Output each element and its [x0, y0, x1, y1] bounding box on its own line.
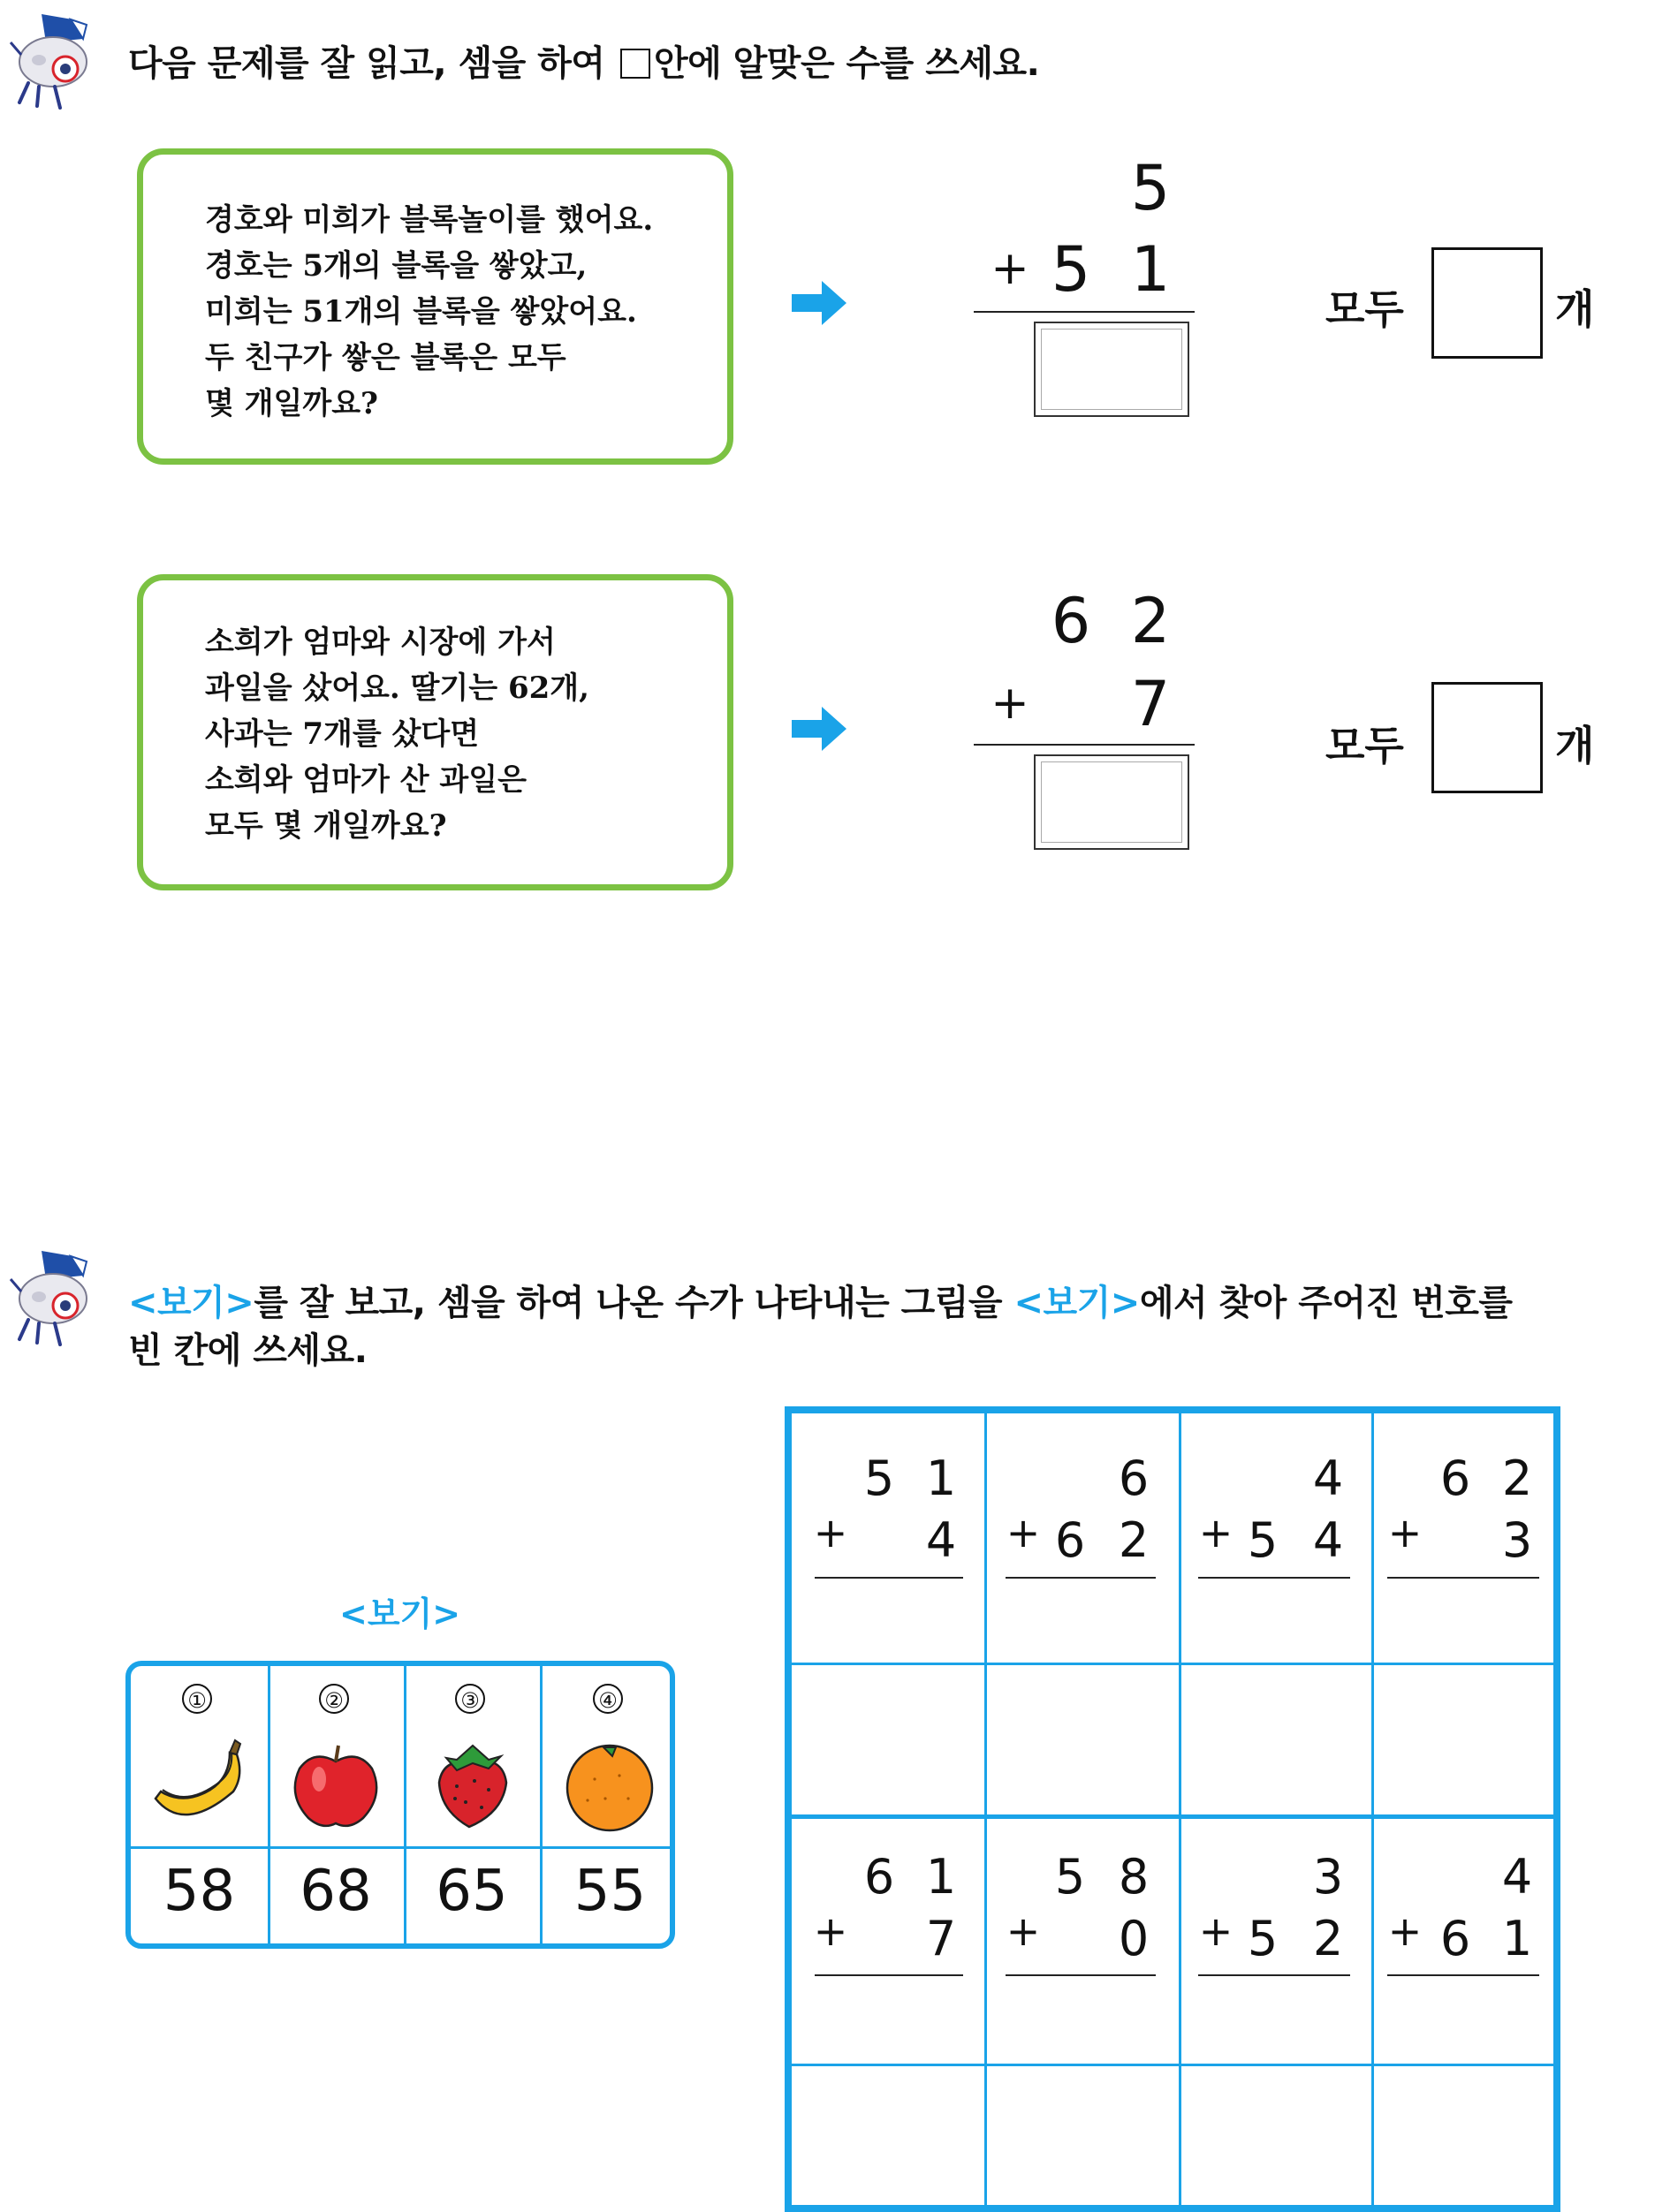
top-digit: 6	[863, 1849, 895, 1905]
total-answer-box[interactable]	[1431, 682, 1543, 793]
top-digit: 5	[863, 1451, 895, 1506]
blank-box-symbol	[620, 49, 650, 79]
top-digit: 4	[1501, 1849, 1533, 1905]
plus-sign: +	[1198, 1907, 1234, 1955]
word-problem-text	[205, 197, 653, 427]
instruction-2	[128, 1279, 1513, 1375]
instruction-2-part2: 에서 찾아 주어진 번호를	[1139, 1283, 1513, 1323]
answer-cell[interactable]	[1374, 1665, 1553, 1814]
plus-sign: +	[1387, 1907, 1423, 1955]
plus-sign: +	[1006, 1509, 1041, 1557]
example-item	[404, 1666, 543, 1943]
instruction-2-line-1	[128, 1279, 1513, 1327]
unit-label: 개	[1555, 722, 1595, 769]
problem-line: 몇 개일까요?	[205, 386, 378, 421]
bottom-digit: 1	[1130, 233, 1171, 306]
sum-line	[974, 311, 1195, 313]
example-item	[540, 1666, 675, 1943]
answer-cell[interactable]	[1181, 1665, 1371, 1814]
item-value: 65	[436, 1859, 508, 1924]
bottom-digit: 5	[1051, 233, 1091, 306]
top-digit: 1	[925, 1451, 957, 1506]
instruction-1-text-end: 안에 알맞은 수를 쓰세요.	[653, 43, 1040, 84]
grid-problem	[1179, 1413, 1371, 1663]
top-digit: 2	[1130, 585, 1171, 657]
top-digit: 6	[1051, 585, 1091, 657]
grid-problem	[1371, 1413, 1553, 1663]
example-title: <보기>	[339, 1595, 461, 1633]
sum-line	[815, 1577, 963, 1579]
total-label: 모두	[1325, 722, 1404, 769]
problem-line: 미희는 51개의 블록을 쌓았어요.	[205, 294, 637, 330]
plus-sign: +	[1387, 1509, 1423, 1557]
sum-line	[1006, 1577, 1156, 1579]
bottom-digit: 7	[925, 1911, 957, 1966]
instruction-2-part1: 를 잘 보고, 셈을 하여 나온 수가 나타내는 그림을	[254, 1283, 1003, 1323]
bottom-digit: 5	[1247, 1512, 1279, 1568]
answer-box[interactable]	[1034, 322, 1189, 417]
bottom-digit: 7	[1130, 668, 1171, 740]
top-digit: 8	[1118, 1849, 1150, 1905]
plus-sign: +	[1006, 1907, 1041, 1955]
strawberry-icon	[430, 1737, 515, 1834]
item-number: ①	[182, 1684, 212, 1714]
answer-cell[interactable]	[1181, 2066, 1371, 2205]
grid-problem	[1371, 1819, 1553, 2064]
bottom-digit: 4	[1312, 1512, 1344, 1568]
sum-line	[974, 744, 1195, 746]
plus-sign: +	[813, 1907, 848, 1955]
answer-grid	[785, 1406, 1560, 2212]
answer-cell[interactable]	[792, 1665, 984, 1814]
top-digit: 1	[925, 1849, 957, 1905]
grid-problem	[984, 1413, 1179, 1663]
answer-cell[interactable]	[792, 2066, 984, 2205]
arrow-right-icon	[792, 707, 846, 751]
answer-box[interactable]	[1034, 754, 1189, 850]
top-digit: 2	[1501, 1451, 1533, 1506]
bottom-digit: 1	[1501, 1911, 1533, 1966]
bottom-digit: 3	[1501, 1512, 1533, 1568]
sum-line	[1387, 1577, 1539, 1579]
top-digit: 6	[1439, 1451, 1471, 1506]
item-number: ②	[319, 1684, 349, 1714]
answer-cell[interactable]	[1374, 2066, 1553, 2205]
bottom-digit: 4	[925, 1512, 957, 1568]
bottom-digit: 0	[1118, 1911, 1150, 1966]
word-problem-box	[137, 148, 733, 465]
word-problem-box	[137, 574, 733, 890]
top-digit: 4	[1312, 1451, 1344, 1506]
item-value: 58	[163, 1859, 236, 1924]
unit-label: 개	[1555, 285, 1595, 333]
bottom-digit: 6	[1439, 1911, 1471, 1966]
problem-line: 경호는 5개의 블록을 쌓았고,	[205, 248, 588, 284]
example-item	[268, 1666, 406, 1943]
plus-sign: +	[1198, 1509, 1234, 1557]
instruction-2-line-2: 빈 칸에 쓰세요.	[128, 1330, 368, 1371]
grid-problem	[1179, 1819, 1371, 2064]
instruction-1	[128, 35, 1039, 86]
grid-problem	[792, 1413, 984, 1663]
problem-line: 사과는 7개를 샀다면	[205, 716, 480, 752]
arrow-right-icon	[792, 281, 846, 325]
bottom-digit: 5	[1247, 1911, 1279, 1966]
grid-problem	[792, 1819, 984, 2064]
top-digit: 5	[1054, 1849, 1086, 1905]
plus-sign: +	[813, 1509, 848, 1557]
item-number: ③	[455, 1684, 485, 1714]
item-number: ④	[593, 1684, 623, 1714]
sum-line	[815, 1974, 963, 1976]
instruction-1-text: 다음 문제를 잘 읽고, 셈을 하여	[128, 43, 605, 84]
problem-line: 경호와 미희가 블록놀이를 했어요.	[205, 202, 654, 238]
top-digit: 5	[1130, 152, 1171, 224]
sum-line	[1198, 1974, 1350, 1976]
grid-problem	[984, 1819, 1179, 2064]
orange-icon	[561, 1737, 658, 1834]
total-label: 모두	[1325, 285, 1404, 333]
mascot-icon	[2, 7, 99, 113]
sum-line	[1387, 1974, 1539, 1976]
example-tag: <보기>	[128, 1283, 254, 1323]
example-item	[131, 1666, 270, 1943]
problem-line: 소희와 엄마가 산 과일은	[205, 762, 527, 798]
problem-line: 모두 몇 개일까요?	[205, 808, 447, 844]
answer-cell[interactable]	[987, 1665, 1179, 1814]
problem-line: 소희가 엄마와 시장에 가서	[205, 625, 556, 660]
example-tag: <보기>	[1013, 1283, 1140, 1323]
problem-line: 과일을 샀어요. 딸기는 62개,	[205, 670, 589, 706]
sum-line	[1006, 1974, 1156, 1976]
top-digit: 3	[1312, 1849, 1344, 1905]
plus-sign: +	[991, 677, 1029, 730]
banana-icon	[148, 1737, 250, 1834]
item-value: 68	[300, 1859, 372, 1924]
problem-line: 두 친구가 쌓은 블록은 모두	[205, 340, 566, 375]
word-problem-text	[205, 619, 589, 849]
bottom-digit: 6	[1054, 1512, 1086, 1568]
apple-icon	[287, 1737, 384, 1834]
mascot-icon	[2, 1244, 99, 1350]
answer-cell[interactable]	[987, 2066, 1179, 2205]
item-value: 55	[573, 1859, 647, 1924]
sum-line	[1198, 1577, 1350, 1579]
bottom-digit: 2	[1118, 1512, 1150, 1568]
bottom-digit: 2	[1312, 1911, 1344, 1966]
example-table	[125, 1661, 675, 1949]
total-answer-box[interactable]	[1431, 247, 1543, 359]
plus-sign: +	[991, 242, 1029, 295]
top-digit: 6	[1118, 1451, 1150, 1506]
